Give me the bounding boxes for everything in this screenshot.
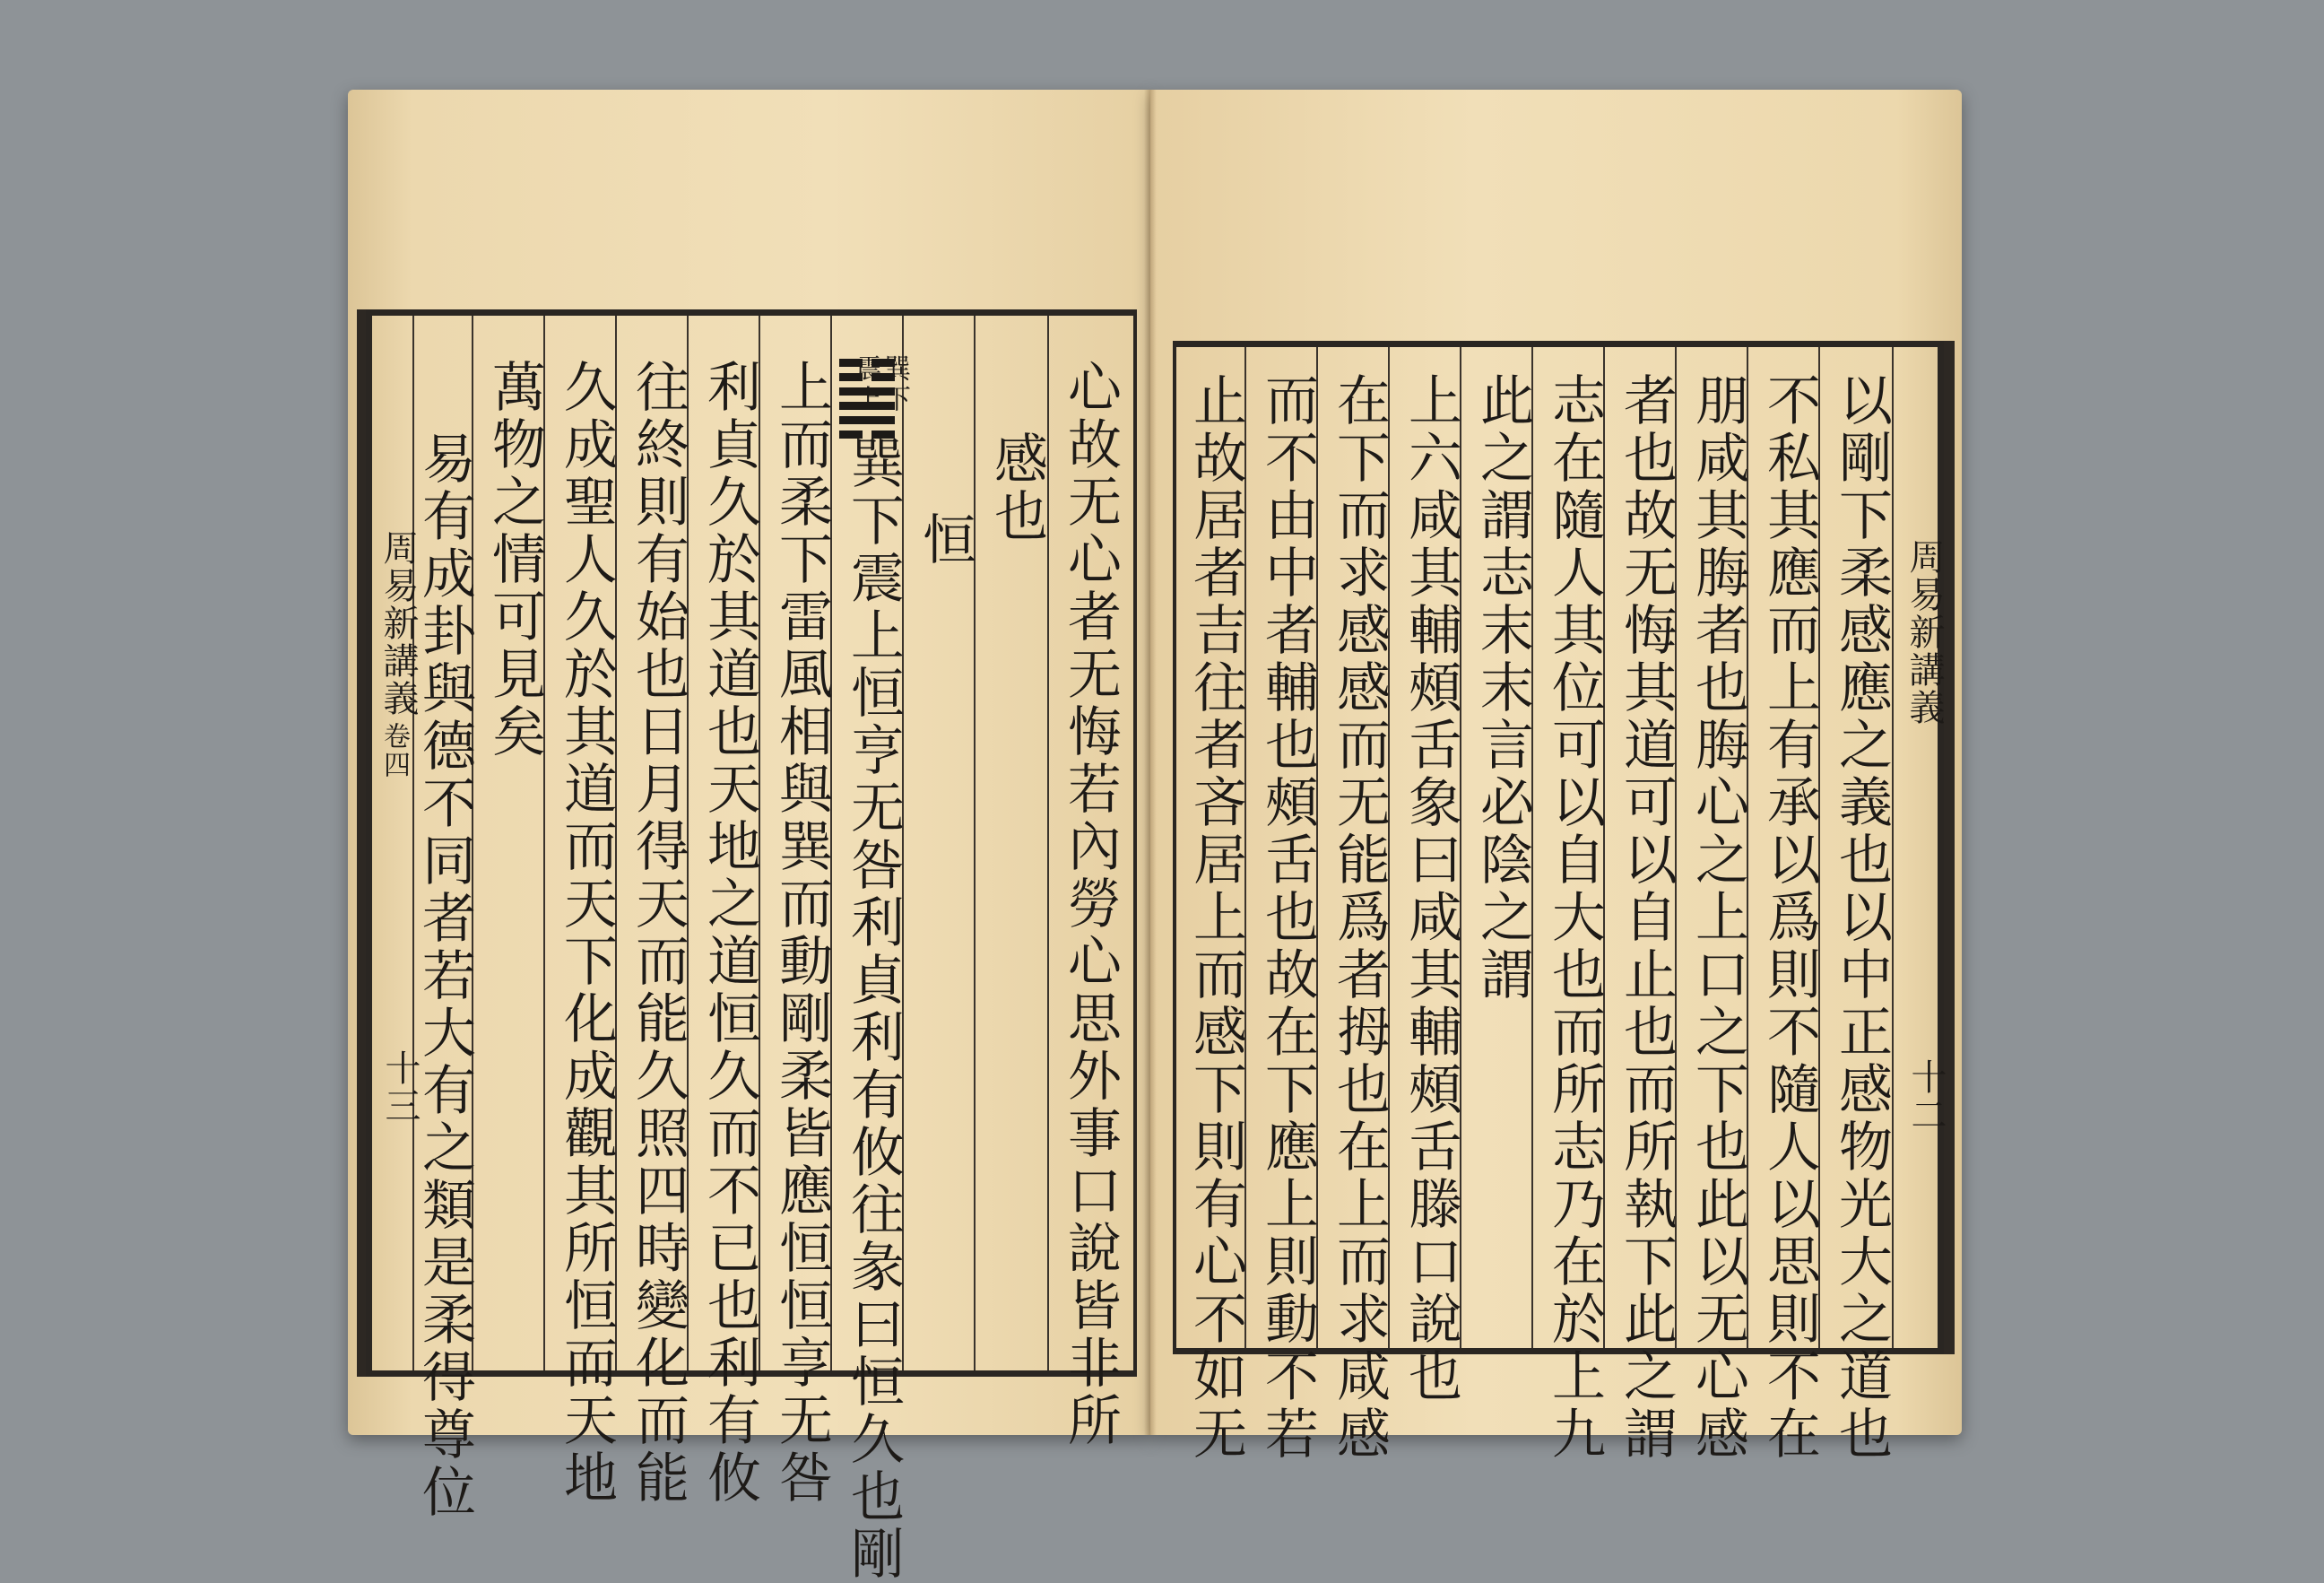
left-column-5: 上而柔下雷風相與巽而動剛柔皆應恒恒亨无咎 <box>770 359 833 1507</box>
left-edge-wear <box>357 309 366 1377</box>
right-column-4: 者也故无悔其道可以自止也而所執下此之謂 <box>1615 372 1678 1463</box>
right-column-1: 以剛下柔感應之義也以中正感物光大之道也 <box>1830 372 1893 1463</box>
right-column-7: 上六咸其輔頰舌象曰咸其輔頰舌滕口說也 <box>1400 372 1462 1405</box>
left-margin-volume: 卷四 <box>378 722 410 779</box>
hexagram-label-bottom: 震上 <box>850 354 881 415</box>
left-column-9: 萬物之情可見矣 <box>483 359 546 761</box>
left-column-7: 往終則有始也日月得天而能久照四時變化而能 <box>627 359 689 1507</box>
left-column-3: 恒 <box>914 511 976 569</box>
left-column-4: 巽下震上恒亨无咎利貞利有攸往彖曰恒久也剛 <box>842 435 905 1583</box>
left-margin-page: 十三 <box>379 1049 421 1125</box>
left-column-1: 心故无心者无悔若內勞心思外事口說皆非所 <box>1059 359 1122 1449</box>
left-margin-title: 周易新講義 <box>377 529 419 718</box>
hexagram-label-top: 巽下 <box>879 354 910 415</box>
right-column-9: 而不由中者輔也頰舌也故在下應上則動不若 <box>1256 372 1319 1463</box>
left-column-6: 利貞久於其道也天地之道恒久而不已也利有攸 <box>698 359 761 1507</box>
right-column-10: 止故居者吉往者吝居上而感下則有心不如无 <box>1184 372 1247 1463</box>
right-column-6: 此之謂志末末言必陰之謂 <box>1471 372 1534 1004</box>
right-column-3: 朋咸其脢者也脢心之上口之下也此以无心感 <box>1687 372 1749 1463</box>
left-column-10: 易有成卦與德不同者若大有之類是柔得尊位 <box>413 431 476 1521</box>
right-margin-title: 周易新講義 <box>1903 538 1945 726</box>
right-column-2: 不私其應而上有承以爲則不隨人以思則不在 <box>1758 372 1821 1463</box>
right-column-8: 在下而求感感而无能爲者拇也在上而求咸感 <box>1328 372 1391 1463</box>
right-column-5: 志在隨人其位可以自大也而所志乃在於上九 <box>1543 372 1606 1463</box>
left-column-2: 感也 <box>985 431 1048 545</box>
left-column-8: 久成聖人久於其道而天下化成觀其所恒而天地 <box>555 359 618 1507</box>
book-gutter <box>1144 90 1157 1435</box>
right-margin-page: 十二 <box>1905 1058 1947 1134</box>
right-edge-wear <box>1944 341 1955 1354</box>
open-book <box>348 90 1967 1583</box>
